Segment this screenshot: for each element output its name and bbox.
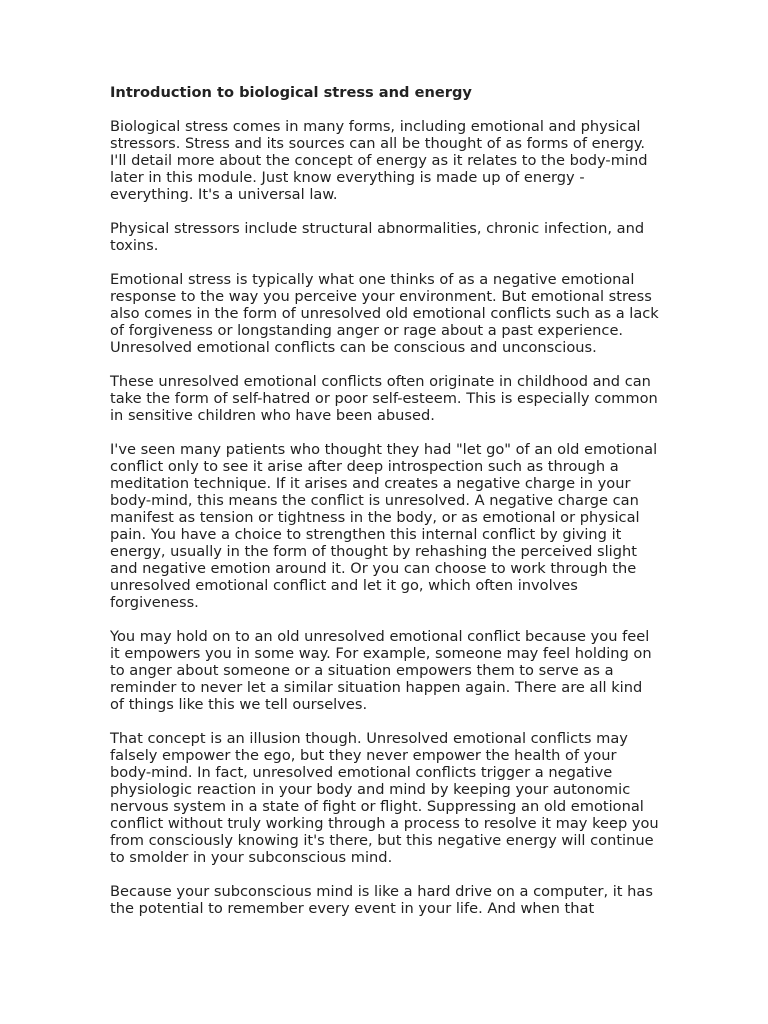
paragraph: These unresolved emotional conflicts often originate in childhood and can take the form of self-hatred or poor self-esteem. This is especially common in sensitive children who have been abused. — [110, 373, 658, 424]
paragraph: Emotional stress is typically what one thinks of as a negative emotional response to the way you perceive your environment. But emotional stress also comes in the form of unresolved old emotional conflicts such as a lack of forgiveness or longstanding anger or rage about a past experience. Unresolved emotional conflicts can be conscious and unconscious. — [110, 271, 659, 356]
paragraph: Because your subconscious mind is like a hard drive on a computer, it has the potential to remember every event in your life. And when that — [110, 883, 653, 917]
paragraph: That concept is an illusion though. Unresolved emotional conflicts may falsely empower the ego, but they never empower the health of your body-mind. In fact, unresolved emotional conflicts trigger a negative physiologic reaction in your body and mind by keeping your autonomic nervous system in a state of fight or flight. Suppressing an old emotional conflict without truly working through a process to resolve it may keep you from consciously knowing it's there, but this negative energy will continue to smolder in your subconscious mind. — [110, 730, 659, 866]
paragraph: You may hold on to an old unresolved emotional conflict because you feel it empowers you in some way. For example, someone may feel holding on to anger about someone or a situation empowers them to serve as a reminder to never let a similar situation happen again. There are all kind of things like this we tell ourselves. — [110, 628, 652, 713]
document-title: Introduction to biological stress and energy — [110, 84, 472, 101]
document-page — [110, 84, 660, 934]
paragraph: Physical stressors include structural abnormalities, chronic infection, and toxins. — [110, 220, 645, 254]
paragraph: Biological stress comes in many forms, including emotional and physical stressors. Stress and its sources can all be thought of as forms of energy. I'll detail more about the concept of energy as it relates to the body-mind later in this module. Just know everything is made up of energy - everything. It's a universal law. — [110, 118, 648, 203]
paragraph: I've seen many patients who thought they had "let go" of an old emotional conflict only to see it arise after deep introspection such as through a meditation technique. If it arises and creates a negative charge in your body-mind, this means the conflict is unresolved. A negative charge can manifest as tension or tightness in the body, or as emotional or physical pain. You have a choice to strengthen this internal conflict by giving it energy, usually in the form of thought by rehashing the perceived slight and negative emotion around it. Or you can choose to work through the unresolved emotional conflict and let it go, which often involves forgiveness. — [110, 441, 658, 611]
